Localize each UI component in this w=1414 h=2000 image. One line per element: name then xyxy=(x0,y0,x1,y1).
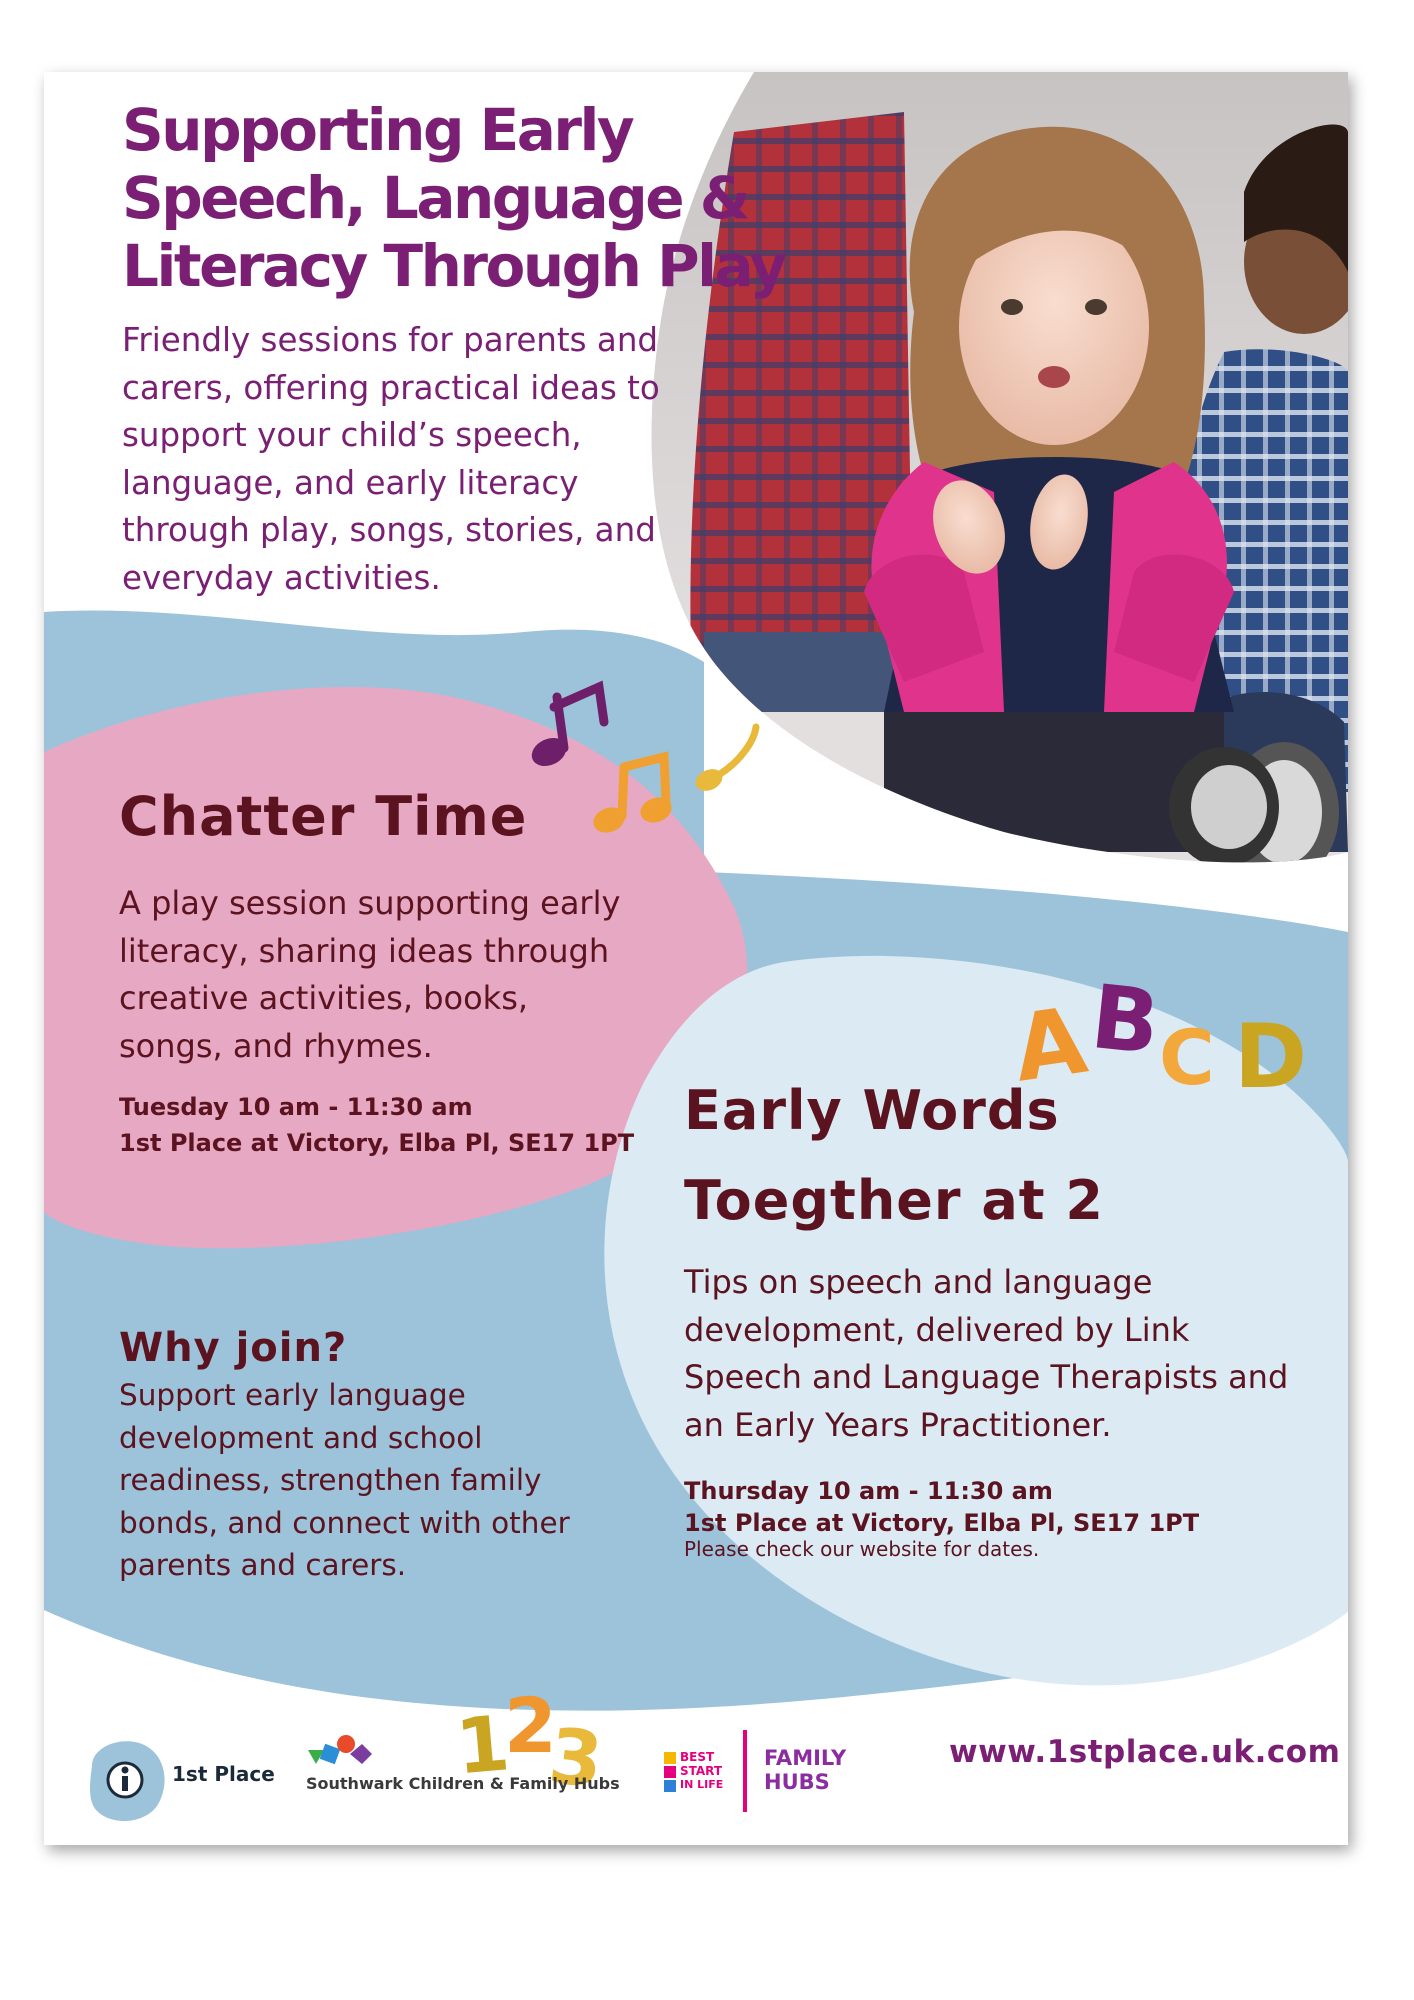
letter-b: B xyxy=(1086,964,1165,1075)
1st-place-logo-text: 1st Place xyxy=(172,1762,275,1786)
chatter-time-schedule: Tuesday 10 am - 11:30 am xyxy=(119,1093,473,1121)
page-title: Supporting Early Speech, Language & Literacy Through Play xyxy=(122,96,785,300)
early-words-location: 1st Place at Victory, Elba Pl, SE17 1PT xyxy=(684,1509,1200,1537)
early-words-title-line2: Toegther at 2 xyxy=(684,1169,1104,1232)
best-start-line2: START xyxy=(680,1764,723,1778)
best-start-in-life-logo xyxy=(664,1750,734,1798)
best-start-line1: BEST xyxy=(680,1750,715,1764)
early-words-note: Please check our website for dates. xyxy=(684,1537,1040,1561)
family-hubs-line1: FAMILY xyxy=(764,1746,847,1770)
intro-text: Friendly sessions for parents and carers, offering practical ideas to support your child’s speech, language, and early literacy through play, songs, stories, and everyday activities. xyxy=(122,321,660,597)
chatter-time-title: Chatter Time xyxy=(119,785,528,848)
early-words-title-line1: Early Words xyxy=(684,1079,1060,1142)
footer xyxy=(44,1722,1348,1845)
southwark-logo-icon xyxy=(306,1732,378,1772)
number-1: 1 xyxy=(452,1698,513,1792)
early-words-details xyxy=(684,1475,1304,1539)
early-words-description: Tips on speech and language development, delivered by Link Speech and Language Therapists and an Early Years Practitioner. xyxy=(684,1263,1289,1444)
1st-place-logo xyxy=(82,1736,172,1826)
best-start-line3: IN LIFE xyxy=(680,1778,724,1791)
chatter-time-location: 1st Place at Victory, Elba Pl, SE17 1PT xyxy=(119,1129,635,1157)
why-join-description: Support early language development and school readiness, strengthen family bonds, and connect with other parents and carers. xyxy=(119,1378,570,1582)
poster xyxy=(44,72,1348,1845)
chatter-time-description: A play session supporting early literacy, sharing ideas through creative activities, books, songs, and rhymes. xyxy=(119,884,621,1065)
southwark-logo-text: Southwark Children & Family Hubs xyxy=(306,1774,620,1793)
logo-divider xyxy=(743,1730,747,1812)
best-start-squares-icon xyxy=(664,1750,678,1794)
number-2: 2 xyxy=(504,1681,557,1770)
letter-d: D xyxy=(1234,1005,1308,1108)
early-words-title xyxy=(684,1066,1324,1246)
family-hubs-line2: HUBS xyxy=(764,1770,830,1794)
number-3: 3 xyxy=(544,1710,607,1805)
why-join-title: Why join? xyxy=(119,1325,348,1371)
chatter-time-details xyxy=(119,1089,639,1161)
letter-c: C xyxy=(1159,1013,1215,1102)
website-link[interactable]: www.1stplace.uk.com xyxy=(949,1734,1341,1770)
letter-a: A xyxy=(1007,986,1093,1103)
early-words-schedule: Thursday 10 am - 11:30 am xyxy=(684,1477,1053,1505)
